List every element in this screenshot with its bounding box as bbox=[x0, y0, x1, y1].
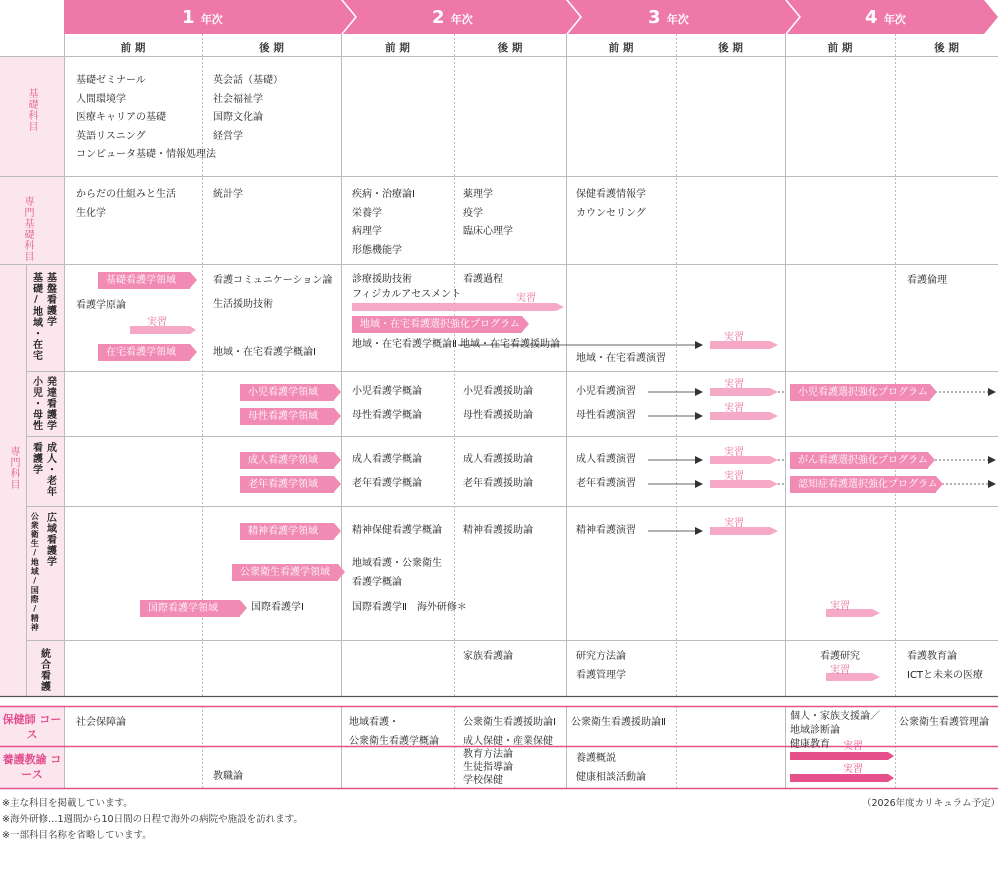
year-header-4: 4 年次 bbox=[865, 7, 906, 28]
semester-label: 前 期 bbox=[385, 42, 410, 54]
kiban-y3a-1: 地域・在宅看護演習 bbox=[576, 353, 666, 364]
hokenshi-y4a: 個人・家族支援論／ 地域診断論 健康教育 bbox=[790, 711, 880, 750]
field-tag-bosei: 母性看護学領域 bbox=[240, 408, 334, 425]
seijin-y3a-1: 成人看護演習 bbox=[576, 454, 636, 465]
yogo-y3a: 養護概説 健康相談活動論 bbox=[576, 753, 646, 783]
kiso-y1-first: 基礎ゼミナール 人間環境学 医療キャリアの基礎 英語リスニング コンピュータ基礎・情報処理法 bbox=[76, 75, 216, 160]
tougou-y4b: 看護教育論 ICTと未来の医療 bbox=[907, 651, 984, 681]
curriculum-year-note: （2026年度カリキュラム予定） bbox=[862, 798, 1000, 809]
program-tag-shoni: 小児看護選択強化プログラム bbox=[790, 384, 930, 401]
shoni-y2b-1: 小児看護援助論 bbox=[463, 386, 533, 397]
shoni-y3a-2: 母性看護演習 bbox=[576, 410, 636, 421]
sub-kiso-a: 基盤看護学 bbox=[44, 272, 56, 327]
category-kiso: 基礎科目 bbox=[26, 88, 37, 132]
yogo-y2b: 教育方法論 生徒指導論 学校保健 bbox=[463, 749, 513, 786]
field-tag-zaitaku: 在宅看護学領域 bbox=[98, 344, 190, 361]
jisshu-label: 実習 bbox=[516, 293, 536, 304]
hokenshi-y1a: 社会保障論 bbox=[76, 717, 126, 728]
footnotes: ※主な科目を掲載しています。 ※海外研修…1週間から10日間の日程で海外の病院や施設を訪れます。 ※一部科目名称を省略しています。 bbox=[2, 798, 303, 841]
semester-label: 前 期 bbox=[827, 42, 853, 54]
field-tag-seijin: 成人看護学領域 bbox=[240, 452, 334, 469]
senmon-kiso-y2-first: 疾病・治療論Ⅰ 栄養学 病理学 形態機能学 bbox=[352, 189, 415, 256]
shoni-y3a-1: 小児看護演習 bbox=[576, 386, 636, 397]
hokenshi-y2b: 公衆衛生看護援助論Ⅰ 成人保健・産業保健 bbox=[463, 717, 556, 747]
seijin-y2a-2: 老年看護学概論 bbox=[352, 478, 422, 489]
jisshu-label: 実習 bbox=[724, 447, 744, 458]
field-tag-kiso: 基礎看護学領域 bbox=[98, 272, 190, 289]
hokenshi-y3a: 公衆衛生看護援助論Ⅱ bbox=[571, 717, 666, 728]
kiban-y2a-1: 診療援助技術 フィジカルアセスメント bbox=[352, 274, 462, 300]
kouiki-y2a-3: 国際看護学Ⅱ 海外研修＊ bbox=[352, 602, 467, 613]
year-header-3: 3 年次 bbox=[648, 7, 689, 28]
semester-label: 前 期 bbox=[120, 42, 146, 54]
sub-shoni-a: 発達看護学 bbox=[44, 376, 56, 431]
program-tag-gan: がん看護選択強化プログラム bbox=[790, 452, 928, 469]
jisshu-label: 実習 bbox=[724, 379, 744, 390]
jisshu-label: 実習 bbox=[724, 403, 744, 414]
field-tag-kousyueisei: 公衆衛生看護学領域 bbox=[232, 564, 338, 581]
hokenshi-y4b: 公衆衛生看護管理論 bbox=[899, 717, 989, 728]
category-senmon-kiso: 専門基礎科目 bbox=[22, 196, 33, 262]
kiban-y2b-2: 地域・在宅看護援助論 bbox=[460, 339, 560, 350]
kouiki-y2a-2: 地域看護・公衆衛生 看護学概論 bbox=[352, 558, 442, 588]
kouiki-y1b: 国際看護学Ⅰ bbox=[251, 602, 304, 613]
year-header-2: 2 年次 bbox=[432, 7, 473, 28]
semester-label: 後 期 bbox=[259, 42, 284, 54]
sub-shoni-b: 小児・母性 bbox=[30, 376, 42, 431]
seijin-y2a-1: 成人看護学概論 bbox=[352, 454, 422, 465]
semester-label: 後 期 bbox=[497, 42, 523, 54]
sub-seijin-a: 成人・老年 bbox=[44, 442, 56, 497]
sub-tougou: 統合看護 bbox=[38, 648, 50, 692]
kiban-y4b: 看護倫理 bbox=[907, 275, 947, 286]
hokenshi-y2a: 地域看護・ 公衆衛生看護学概論 bbox=[349, 717, 439, 747]
year-header-1: 1 年次 bbox=[182, 7, 223, 28]
tougou-y4a: 看護研究 bbox=[820, 651, 860, 662]
senmon-kiso-y2-second: 薬理学 疫学 臨床心理学 bbox=[463, 189, 513, 237]
sub-kouiki-b: 公衆衛生/地域/国際/精神 bbox=[30, 512, 40, 632]
kiban-genron: 看護学原論 bbox=[76, 300, 126, 311]
tougou-y3a: 研究方法論 看護管理学 bbox=[576, 651, 626, 681]
kiban-y2b-1: 看護過程 bbox=[463, 274, 503, 285]
jisshu-label: 実習 bbox=[724, 518, 744, 529]
field-tag-shoni: 小児看護学領域 bbox=[240, 384, 334, 401]
kiban-y1b-2: 生活援助技術 bbox=[213, 299, 273, 310]
kiban-y2a-2: 地域・在宅看護学概論Ⅱ bbox=[352, 339, 457, 350]
senmon-kiso-y1-first: からだの仕組みと生活 生化学 bbox=[76, 189, 176, 219]
shoni-y2a-2: 母性看護学概論 bbox=[352, 410, 422, 421]
jisshu-label: 実習 bbox=[830, 665, 850, 676]
program-tag-ninchisho: 認知症看護選択強化プログラム bbox=[790, 476, 936, 493]
kouiki-y3a-1: 精神看護演習 bbox=[576, 525, 636, 536]
senmon-kiso-y3-first: 保健看護情報学 カウンセリング bbox=[576, 189, 646, 219]
shoni-y2b-2: 母性看護援助論 bbox=[463, 410, 533, 421]
tougou-y2b: 家族看護論 bbox=[463, 651, 513, 662]
seijin-y3a-2: 老年看護演習 bbox=[576, 478, 636, 489]
jisshu-label: 実習 bbox=[724, 471, 744, 482]
seijin-y2b-2: 老年看護援助論 bbox=[463, 478, 533, 489]
course-hokenshi: 保健師 コース bbox=[2, 713, 62, 741]
yogo-y1b: 教職論 bbox=[213, 771, 243, 782]
kouiki-y2a-1: 精神保健看護学概論 bbox=[352, 525, 442, 536]
course-yogo: 養護教諭 コース bbox=[2, 753, 62, 781]
category-senmon: 専門科目 bbox=[8, 446, 19, 490]
field-tag-seishin: 精神看護学領域 bbox=[240, 523, 334, 540]
field-tag-ronen: 老年看護学領域 bbox=[240, 476, 334, 493]
jisshu-label: 実習 bbox=[147, 317, 167, 328]
kouiki-y2b-1: 精神看護援助論 bbox=[463, 525, 533, 536]
jisshu-label: 実習 bbox=[843, 764, 863, 775]
sub-seijin-b: 看護学 bbox=[30, 442, 42, 475]
semester-label: 後 期 bbox=[718, 42, 743, 54]
kiso-y1-second: 英会話（基礎） 社会福祉学 国際文化論 経営学 bbox=[213, 75, 283, 142]
sub-kouiki-a: 広域看護学 bbox=[44, 512, 56, 567]
semester-label: 前 期 bbox=[608, 42, 634, 54]
jisshu-label: 実習 bbox=[830, 601, 850, 612]
field-tag-kokusai: 国際看護学領域 bbox=[140, 600, 240, 617]
arrow-lines bbox=[458, 341, 996, 535]
jisshu-label: 実習 bbox=[843, 741, 863, 752]
sub-kiso-b: 基礎/地域・在宅 bbox=[30, 272, 42, 361]
program-tag-zaitaku: 地域・在宅看護選択強化プログラム bbox=[352, 316, 522, 333]
semester-label: 後 期 bbox=[934, 42, 959, 54]
seijin-y2b-1: 成人看護援助論 bbox=[463, 454, 533, 465]
shoni-y2a-1: 小児看護学概論 bbox=[352, 386, 422, 397]
senmon-kiso-y1-second: 統計学 bbox=[213, 189, 243, 200]
jisshu-label: 実習 bbox=[724, 332, 744, 343]
hokenshi-jisshu-bar bbox=[790, 752, 894, 760]
kiban-y1b-1: 看護コミュニケーション論 bbox=[213, 275, 333, 286]
yogo-jisshu-bar bbox=[790, 774, 894, 782]
kiban-y1b-3: 地域・在宅看護学概論Ⅰ bbox=[213, 347, 316, 358]
